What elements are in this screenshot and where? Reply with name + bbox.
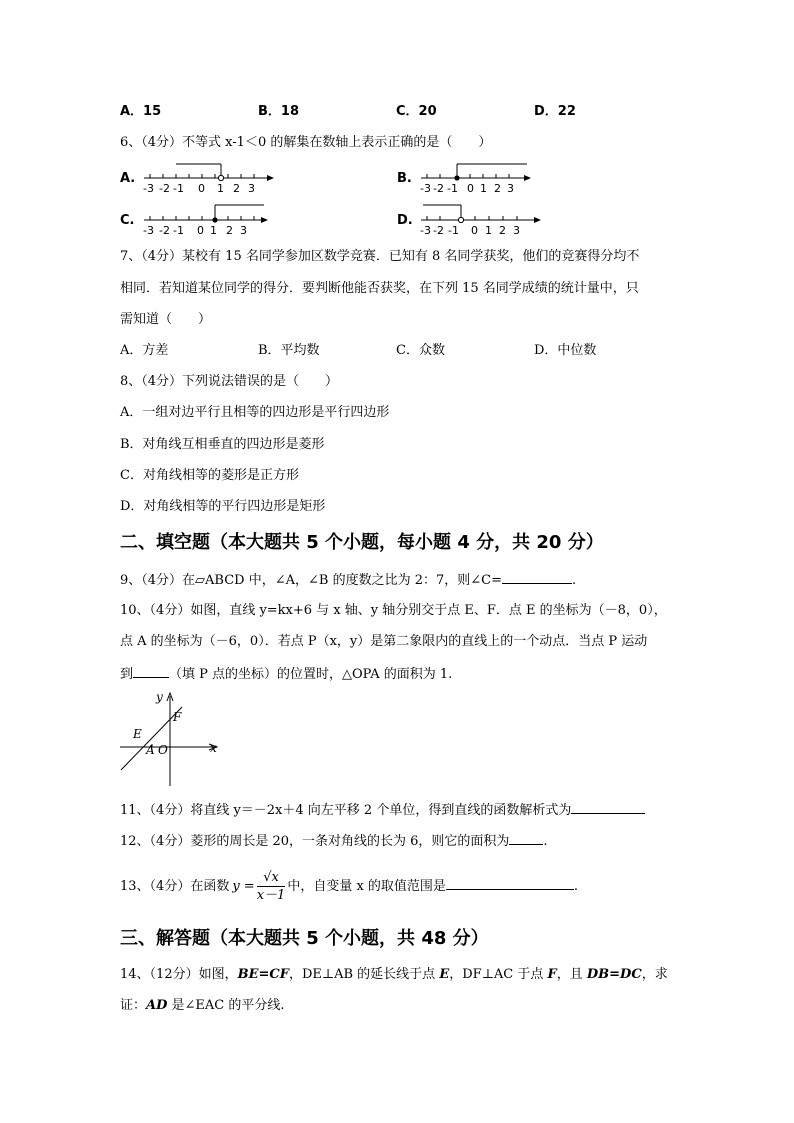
tick-label: -1: [447, 182, 458, 195]
q9-end: .: [572, 573, 577, 588]
q8-stem: 8、（4分）下列说法错误的是（ ）: [120, 374, 339, 389]
q14-post: ，求: [641, 967, 668, 982]
q13-numerator: √x: [257, 869, 286, 887]
q8-option-c: C．对角线相等的菱形是正方形: [120, 468, 299, 483]
q8-option-a: A．一组对边平行且相等的四边形是平行四边形: [120, 405, 390, 420]
number-line-a: [140, 158, 280, 198]
q14-pre: 14、（12分）如图，: [120, 967, 238, 982]
q5-option-a: A．15: [120, 104, 162, 119]
q10-line3-start: 到: [120, 667, 134, 682]
q10-line3: [120, 665, 452, 684]
tick-label: 2: [226, 224, 233, 237]
q9-line: [120, 571, 576, 590]
tick-label: 3: [513, 224, 520, 237]
q5-option-b: B．18: [258, 104, 299, 119]
q6-label-d: D.: [397, 213, 413, 228]
q12-line: [120, 832, 548, 851]
q14-ad: AD: [146, 998, 168, 1013]
q12-answer-blank[interactable]: [509, 832, 543, 845]
q10-answer-blank[interactable]: [133, 665, 169, 678]
origin-label: O: [158, 743, 168, 757]
tick-label: -3: [143, 224, 154, 237]
y-axis-label: y: [156, 690, 163, 704]
tick-label: 0: [198, 182, 205, 195]
q12-end: .: [543, 834, 548, 849]
q14-db: DB=DC: [586, 967, 642, 982]
number-line-d: [417, 200, 547, 240]
q13-pre: 13、（4分）在函数: [120, 879, 230, 894]
tick-label: -2: [159, 224, 170, 237]
tick-label: 3: [248, 182, 255, 195]
q13-denominator: x－1: [256, 888, 286, 903]
q6-stem: 6、（4分）不等式 x-1＜0 的解集在数轴上表示正确的是（ ）: [120, 135, 492, 150]
q14-line2-start: 证：: [120, 998, 147, 1013]
q11-text: 11、（4分）将直线 y＝－2x＋4 向左平移 2 个单位，得到直线的函数解析式为: [120, 803, 572, 818]
number-line-b: [417, 158, 537, 198]
q14-mid: ，DE⊥AB 的延长线于点: [288, 967, 440, 982]
tick-label: -1: [173, 182, 184, 195]
q8-option-d: D．对角线相等的平行四边形是矩形: [120, 499, 326, 514]
q14-mid2: ，DF⊥AC 于点: [449, 967, 548, 982]
tick-label: -2: [159, 182, 170, 195]
q5-option-d: D．22: [534, 104, 576, 119]
tick-label: -3: [143, 182, 154, 195]
q14-be: BE=CF: [237, 967, 289, 982]
point-e-label: E: [133, 727, 142, 741]
q14-line2: [120, 997, 285, 1015]
q6-label-b: B.: [397, 171, 412, 186]
q14-line2-end: 是∠EAC 的平分线.: [167, 998, 285, 1013]
q14-line1: [120, 966, 668, 984]
q13-fraction: [257, 869, 286, 904]
tick-label: 3: [240, 224, 247, 237]
tick-label: 0: [471, 224, 478, 237]
tick-label: 1: [217, 182, 224, 195]
tick-label: -1: [173, 224, 184, 237]
tick-label: -3: [420, 224, 431, 237]
tick-label: -2: [433, 224, 444, 237]
tick-label: 2: [499, 224, 506, 237]
q14-mid3: ，且: [556, 967, 587, 982]
q7-line2: 相同．若知道某位同学的得分．要判断他能否获奖，在下列 15 名同学成绩的统计量中，只: [120, 281, 639, 296]
q14-f: F: [547, 967, 557, 982]
q7-option-c: C．众数: [396, 343, 445, 358]
tick-label: 1: [480, 182, 487, 195]
q6-label-c: C.: [120, 213, 135, 228]
q10-line2: 点 A 的坐标为（－6，0）．若点 P（x，y）是第二象限内的直线上的一个动点．当点 P 运动: [120, 634, 648, 649]
q6-label-a: A.: [120, 171, 136, 186]
tick-label: 1: [485, 224, 492, 237]
q9-text: 9、（4分）在▱ABCD 中，∠A，∠B 的度数之比为 2：7，则∠C=: [120, 573, 502, 588]
tick-label: 3: [507, 182, 514, 195]
tick-label: 0: [467, 182, 474, 195]
tick-label: 2: [233, 182, 240, 195]
q7-line1: 7、（4分）某校有 15 名同学参加区数学竞赛．已知有 8 名同学获奖，他们的竞赛得分均不: [120, 249, 640, 264]
q7-option-a: A．方差: [120, 343, 169, 358]
q11-line: [120, 801, 645, 820]
section3-heading: 三、解答题（本大题共 5 个小题，共 48 分）: [120, 928, 489, 949]
q10-figure: [118, 690, 226, 790]
tick-label: -2: [433, 182, 444, 195]
tick-label: -1: [448, 224, 459, 237]
number-line-c: [140, 200, 280, 240]
tick-label: -3: [420, 182, 431, 195]
tick-label: 1: [210, 224, 217, 237]
q9-answer-blank[interactable]: [502, 571, 572, 584]
q7-line3: 需知道（ ）: [120, 312, 212, 327]
q14-e: E: [439, 967, 450, 982]
section2-heading: 二、填空题（本大题共 5 个小题，每小题 4 分，共 20 分）: [120, 532, 604, 553]
q13-y: y =: [232, 879, 255, 894]
q11-answer-blank[interactable]: [571, 801, 645, 814]
q7-option-d: D．中位数: [534, 343, 597, 358]
q8-option-b: B．对角线互相垂直的四边形是菱形: [120, 437, 325, 452]
point-f-label: F: [173, 710, 182, 724]
tick-label: 0: [197, 224, 204, 237]
q13-line: [120, 867, 578, 907]
q5-option-c: C．20: [396, 104, 437, 119]
q12-text: 12、（4分）菱形的周长是 20，一条对角线的长为 6，则它的面积为: [120, 834, 510, 849]
point-a-label: A: [146, 743, 155, 757]
q7-option-b: B．平均数: [258, 343, 320, 358]
x-axis-label: x: [210, 741, 217, 755]
q13-answer-blank[interactable]: [446, 877, 574, 890]
q13-end: .: [573, 879, 579, 894]
q10-line3-end: （填 P 点的坐标）的位置时，△OPA 的面积为 1.: [169, 667, 453, 682]
q10-line1: 10、（4分）如图，直线 y=kx+6 与 x 轴、y 轴分别交于点 E、F．点 E 的坐标为（－8，0），: [120, 603, 667, 618]
tick-label: 2: [494, 182, 501, 195]
q13-post: 中，自变量 x 的取值范围是: [287, 879, 446, 894]
